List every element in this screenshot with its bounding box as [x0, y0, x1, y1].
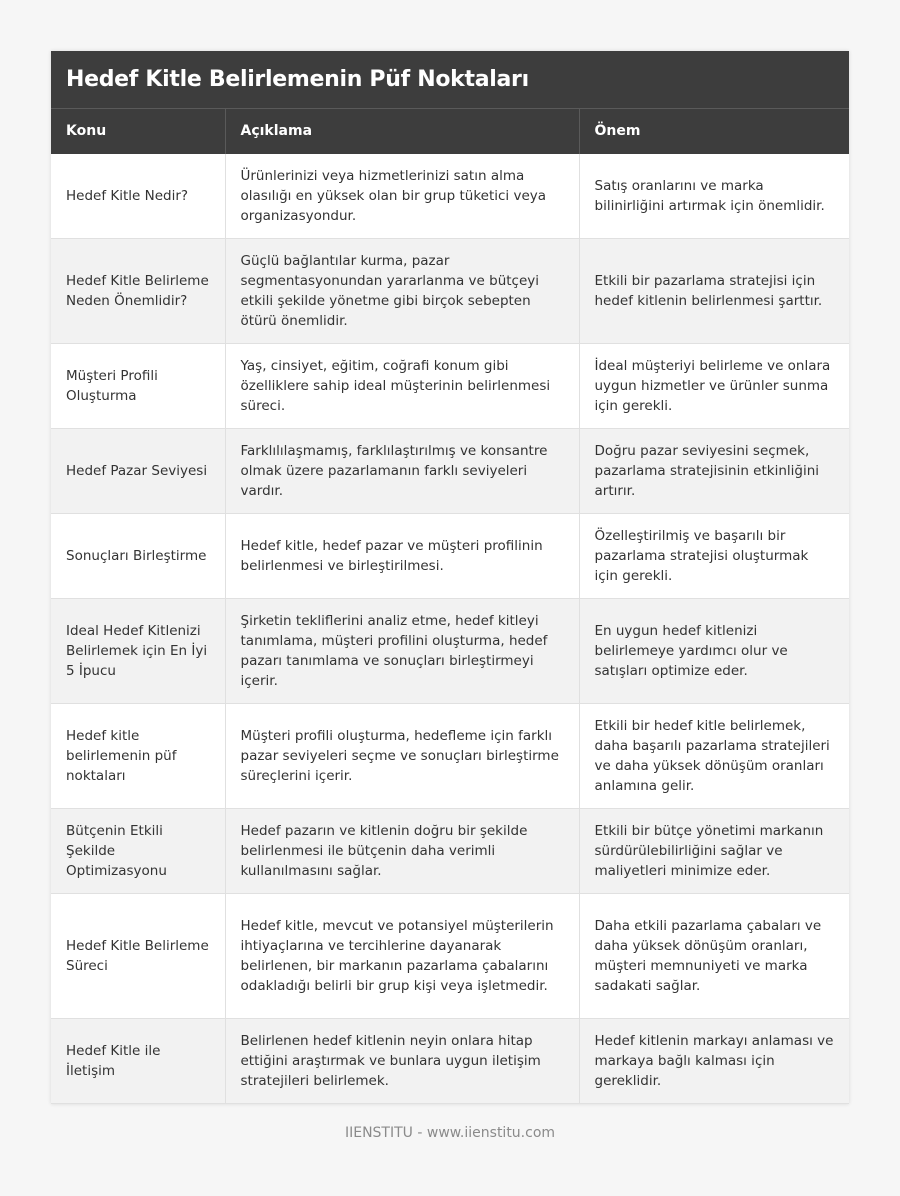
- cell-onem: Etkili bir pazarlama stratejisi için hedef kitlenin belirlenmesi şarttır.: [579, 239, 849, 344]
- cell-onem: Etkili bir hedef kitle belirlemek, daha başarılı pazarlama stratejileri ve daha yüksek dönüşüm oranları anlamına gelir.: [579, 704, 849, 809]
- column-header-konu: Konu: [51, 109, 225, 154]
- cell-onem: Daha etkili pazarlama çabaları ve daha yüksek dönüşüm oranları, müşteri memnuniyeti ve marka sadakati sağlar.: [579, 894, 849, 1019]
- table-row: [51, 154, 849, 239]
- column-header-aciklama: Açıklama: [225, 109, 579, 154]
- table-row: [51, 344, 849, 429]
- table-row: [51, 599, 849, 704]
- cell-aciklama: Hedef kitle, mevcut ve potansiyel müşterilerin ihtiyaçlarına ve tercihlerine dayanarak belirlenen, bir markanın pazarlama çabalarını odakladığı belirli bir grup kişi veya işletmedir.: [225, 894, 579, 1019]
- table-row: [51, 1019, 849, 1104]
- cell-konu: Hedef kitle belirlemenin püf noktaları: [51, 704, 225, 809]
- cell-onem: Doğru pazar seviyesini seçmek, pazarlama stratejisinin etkinliğini artırır.: [579, 429, 849, 514]
- cell-konu: Bütçenin Etkili Şekilde Optimizasyonu: [51, 809, 225, 894]
- cell-konu: Hedef Pazar Seviyesi: [51, 429, 225, 514]
- cell-onem: Özelleştirilmiş ve başarılı bir pazarlama stratejisi oluşturmak için gerekli.: [579, 514, 849, 599]
- cell-aciklama: Ürünlerinizi veya hizmetlerinizi satın alma olasılığı en yüksek olan bir grup tüketici veya organizasyondur.: [225, 154, 579, 239]
- cell-onem: En uygun hedef kitlenizi belirlemeye yardımcı olur ve satışları optimize eder.: [579, 599, 849, 704]
- cell-aciklama: Belirlenen hedef kitlenin neyin onlara hitap ettiğini araştırmak ve bunlara uygun iletişim stratejileri belirlemek.: [225, 1019, 579, 1104]
- table-card: [51, 51, 849, 1104]
- cell-aciklama: Farklılılaşmamış, farklılaştırılmış ve konsantre olmak üzere pazarlamanın farklı seviyeleri vardır.: [225, 429, 579, 514]
- cell-aciklama: Yaş, cinsiyet, eğitim, coğrafi konum gibi özelliklere sahip ideal müşterinin belirlenmesi süreci.: [225, 344, 579, 429]
- table-row: [51, 514, 849, 599]
- table-row: [51, 239, 849, 344]
- table-header-row: [51, 109, 849, 154]
- cell-aciklama: Müşteri profili oluşturma, hedefleme için farklı pazar seviyeleri seçme ve sonuçları birleştirme süreçlerini içerir.: [225, 704, 579, 809]
- cell-konu: Hedef Kitle Belirleme Neden Önemlidir?: [51, 239, 225, 344]
- cell-onem: Hedef kitlenin markayı anlaması ve markaya bağlı kalması için gereklidir.: [579, 1019, 849, 1104]
- column-header-onem: Önem: [579, 109, 849, 154]
- cell-konu: Hedef Kitle Nedir?: [51, 154, 225, 239]
- cell-konu: Sonuçları Birleştirme: [51, 514, 225, 599]
- table-row: [51, 894, 849, 1019]
- table-row: [51, 809, 849, 894]
- cell-aciklama: Şirketin tekliflerini analiz etme, hedef kitleyi tanımlama, müşteri profilini oluşturma, hedef pazarı tanımlama ve sonuçları birleştirmeyi içerir.: [225, 599, 579, 704]
- cell-onem: Satış oranlarını ve marka bilinirliğini artırmak için önemlidir.: [579, 154, 849, 239]
- table-row: [51, 429, 849, 514]
- cell-aciklama: Hedef pazarın ve kitlenin doğru bir şekilde belirlenmesi ile bütçenin daha verimli kullanılmasını sağlar.: [225, 809, 579, 894]
- cell-onem: İdeal müşteriyi belirleme ve onlara uygun hizmetler ve ürünler sunma için gerekli.: [579, 344, 849, 429]
- cell-aciklama: Hedef kitle, hedef pazar ve müşteri profilinin belirlenmesi ve birleştirilmesi.: [225, 514, 579, 599]
- cell-konu: Ideal Hedef Kitlenizi Belirlemek için En İyi 5 İpucu: [51, 599, 225, 704]
- table-row: [51, 704, 849, 809]
- cell-konu: Müşteri Profili Oluşturma: [51, 344, 225, 429]
- cell-konu: Hedef Kitle Belirleme Süreci: [51, 894, 225, 1019]
- table-title: Hedef Kitle Belirlemenin Püf Noktaları: [51, 51, 849, 108]
- data-table: [51, 108, 849, 1104]
- cell-aciklama: Güçlü bağlantılar kurma, pazar segmentasyonundan yararlanma ve bütçeyi etkili şekilde yönetme gibi birçok sebepten ötürü önemlidir.: [225, 239, 579, 344]
- cell-konu: Hedef Kitle ile İletişim: [51, 1019, 225, 1104]
- cell-onem: Etkili bir bütçe yönetimi markanın sürdürülebilirliğini sağlar ve maliyetleri minimize eder.: [579, 809, 849, 894]
- footer-credit: IIENSTITU - www.iienstitu.com: [344, 1125, 556, 1141]
